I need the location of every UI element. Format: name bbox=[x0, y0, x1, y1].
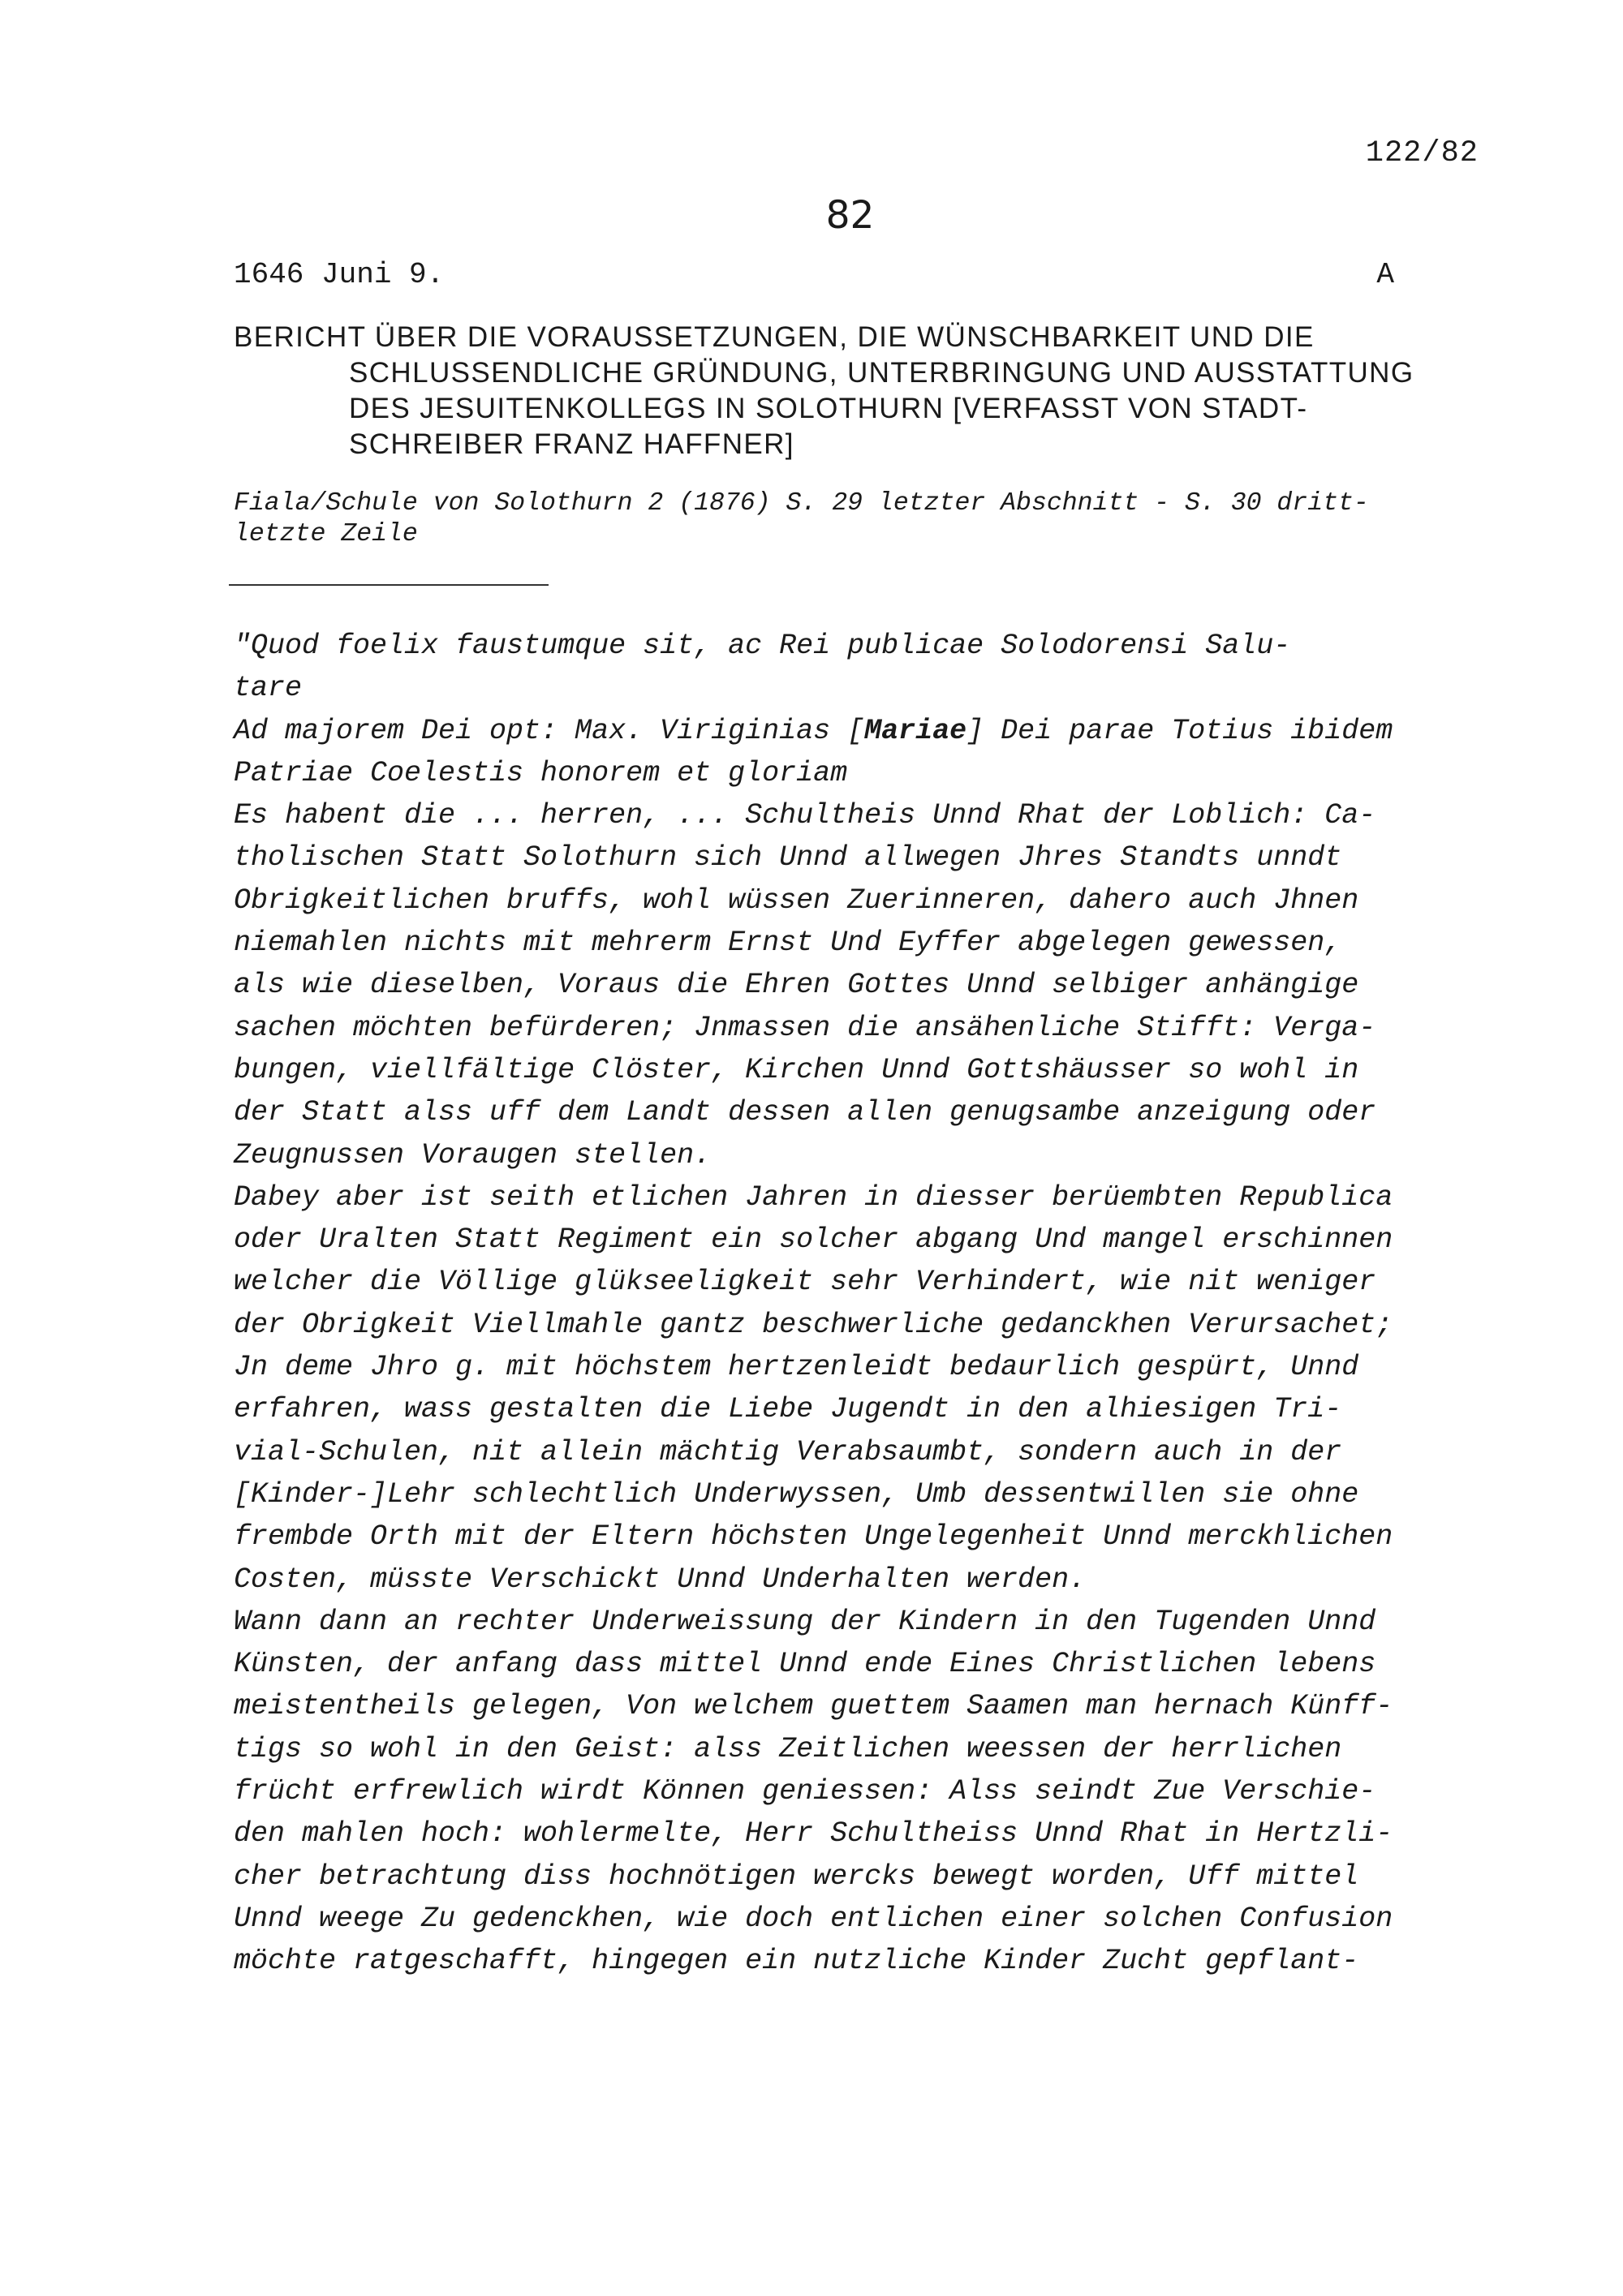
body-line: bungen, viellfältige Clöster, Kirchen Unnd Gottshäusser so wohl in bbox=[234, 1053, 1359, 1086]
body-line: Dabey aber ist seith etlichen Jahren in diesser berüembten Republica bbox=[234, 1180, 1393, 1214]
body-line: Zeugnussen Voraugen stellen. bbox=[234, 1138, 712, 1172]
body-line: erfahren, wass gestalten die Liebe Jugendt in den alhiesigen Tri- bbox=[234, 1393, 1342, 1426]
editorial-insertion: Mariae bbox=[864, 714, 967, 747]
transcription-body bbox=[234, 625, 1500, 1983]
body-line: cher betrachtung diss hochnötigen wercks bewegt worden, Uff mittel bbox=[234, 1860, 1359, 1893]
body-line: Jn deme Jhro g. mit höchstem hertzenleidt bedaurlich gespürt, Unnd bbox=[234, 1351, 1359, 1384]
body-line: tigs so wohl in den Geist: alss Zeitlichen weessen der herrlichen bbox=[234, 1732, 1342, 1765]
body-line: frücht erfrewlich wirdt Können geniessen: Alss seindt Zue Verschie- bbox=[234, 1775, 1376, 1808]
body-line: der Statt alss uff dem Landt dessen allen genugsambe anzeigung oder bbox=[234, 1096, 1376, 1129]
heading-line: SCHREIBER FRANZ HAFFNER] bbox=[349, 428, 794, 460]
heading-line: SCHLUSSENDLICHE GRÜNDUNG, UNTERBRINGUNG UND AUSSTATTUNG bbox=[349, 357, 1414, 389]
body-line: Wann dann an rechter Underweissung der Kindern in den Tugenden Unnd bbox=[234, 1605, 1376, 1638]
heading-line: DES JESUITENKOLLEGS IN SOLOTHURN [VERFASST VON STADT- bbox=[349, 393, 1308, 424]
body-line-part: ] Dei parae Totius ibidem bbox=[966, 714, 1393, 747]
variant-letter: A bbox=[1376, 258, 1394, 291]
body-line: Costen, müsste Verschickt Unnd Underhalten werden. bbox=[234, 1563, 1087, 1596]
body-line bbox=[234, 710, 1500, 752]
body-line: der Obrigkeit Viellmahle gantz beschwerliche gedanckhen Verursachet; bbox=[234, 1308, 1393, 1341]
body-line: Künsten, der anfang dass mittel Unnd ende Eines Christlichen lebens bbox=[234, 1648, 1376, 1681]
body-line: sachen möchten befürderen; Jnmassen die ansähenliche Stifft: Verga- bbox=[234, 1011, 1376, 1044]
heading-line: BERICHT ÜBER DIE VORAUSSETZUNGEN, DIE WÜNSCHBARKEIT UND DIE bbox=[234, 321, 1315, 353]
body-line: tare bbox=[234, 672, 303, 705]
source-line: letzte Zeile bbox=[234, 520, 418, 548]
body-line: Unnd weege Zu gedenckhen, wie doch entlichen einer solchen Confusion bbox=[234, 1902, 1393, 1935]
page-ref: 122/82 bbox=[1365, 136, 1479, 170]
body-line: möchte ratgeschafft, hingegen ein nutzliche Kinder Zucht gepflant- bbox=[234, 1945, 1359, 1978]
document-heading bbox=[234, 320, 1500, 462]
body-line-part: Ad majorem Dei opt: Max. Viriginias [ bbox=[234, 714, 865, 747]
body-line: Es habent die ... herren, ... Schultheis Unnd Rhat der Loblich: Ca- bbox=[234, 799, 1376, 832]
body-line: "Quod foelix faustumque sit, ac Rei publicae Solodorensi Salu- bbox=[234, 630, 1291, 662]
body-line: als wie dieselben, Voraus die Ehren Gottes Unnd selbiger anhängige bbox=[234, 969, 1359, 1002]
source-citation bbox=[234, 488, 1500, 550]
source-line: Fiala/Schule von Solothurn 2 (1876) S. 29 letzter Abschnitt - S. 30 dritt- bbox=[234, 489, 1369, 518]
separator-rule bbox=[229, 584, 549, 586]
body-line: vial-Schulen, nit allein mächtig Verabsaumbt, sondern auch in der bbox=[234, 1435, 1342, 1468]
body-line: welcher die Völlige glükseeligkeit sehr Verhindert, wie nit weniger bbox=[234, 1266, 1376, 1299]
body-line: Obrigkeitlichen bruffs, wohl wüssen Zuerinneren, dahero auch Jhnen bbox=[234, 884, 1359, 917]
body-line: niemahlen nichts mit mehrerm Ernst Und Eyffer abgelegen gewessen, bbox=[234, 927, 1342, 960]
body-line: oder Uralten Statt Regiment ein solcher abgang Und mangel erschinnen bbox=[234, 1223, 1393, 1257]
body-line: Patriae Coelestis honorem et gloriam bbox=[234, 756, 848, 789]
body-line: [Kinder-]Lehr schlechtlich Underwyssen, Umb dessentwillen sie ohne bbox=[234, 1477, 1359, 1511]
body-line: meistentheils gelegen, Von welchem guettem Saamen man hernach Künff- bbox=[234, 1690, 1393, 1723]
document-date: 1646 Juni 9. bbox=[234, 258, 445, 291]
body-line: den mahlen hoch: wohlermelte, Herr Schultheiss Unnd Rhat in Hertzli- bbox=[234, 1817, 1393, 1851]
page-number: 82 bbox=[825, 193, 875, 238]
body-line: frembde Orth mit der Eltern höchsten Ungelegenheit Unnd merckhlichen bbox=[234, 1520, 1393, 1554]
body-line: tholischen Statt Solothurn sich Unnd allwegen Jhres Standts unndt bbox=[234, 841, 1342, 875]
